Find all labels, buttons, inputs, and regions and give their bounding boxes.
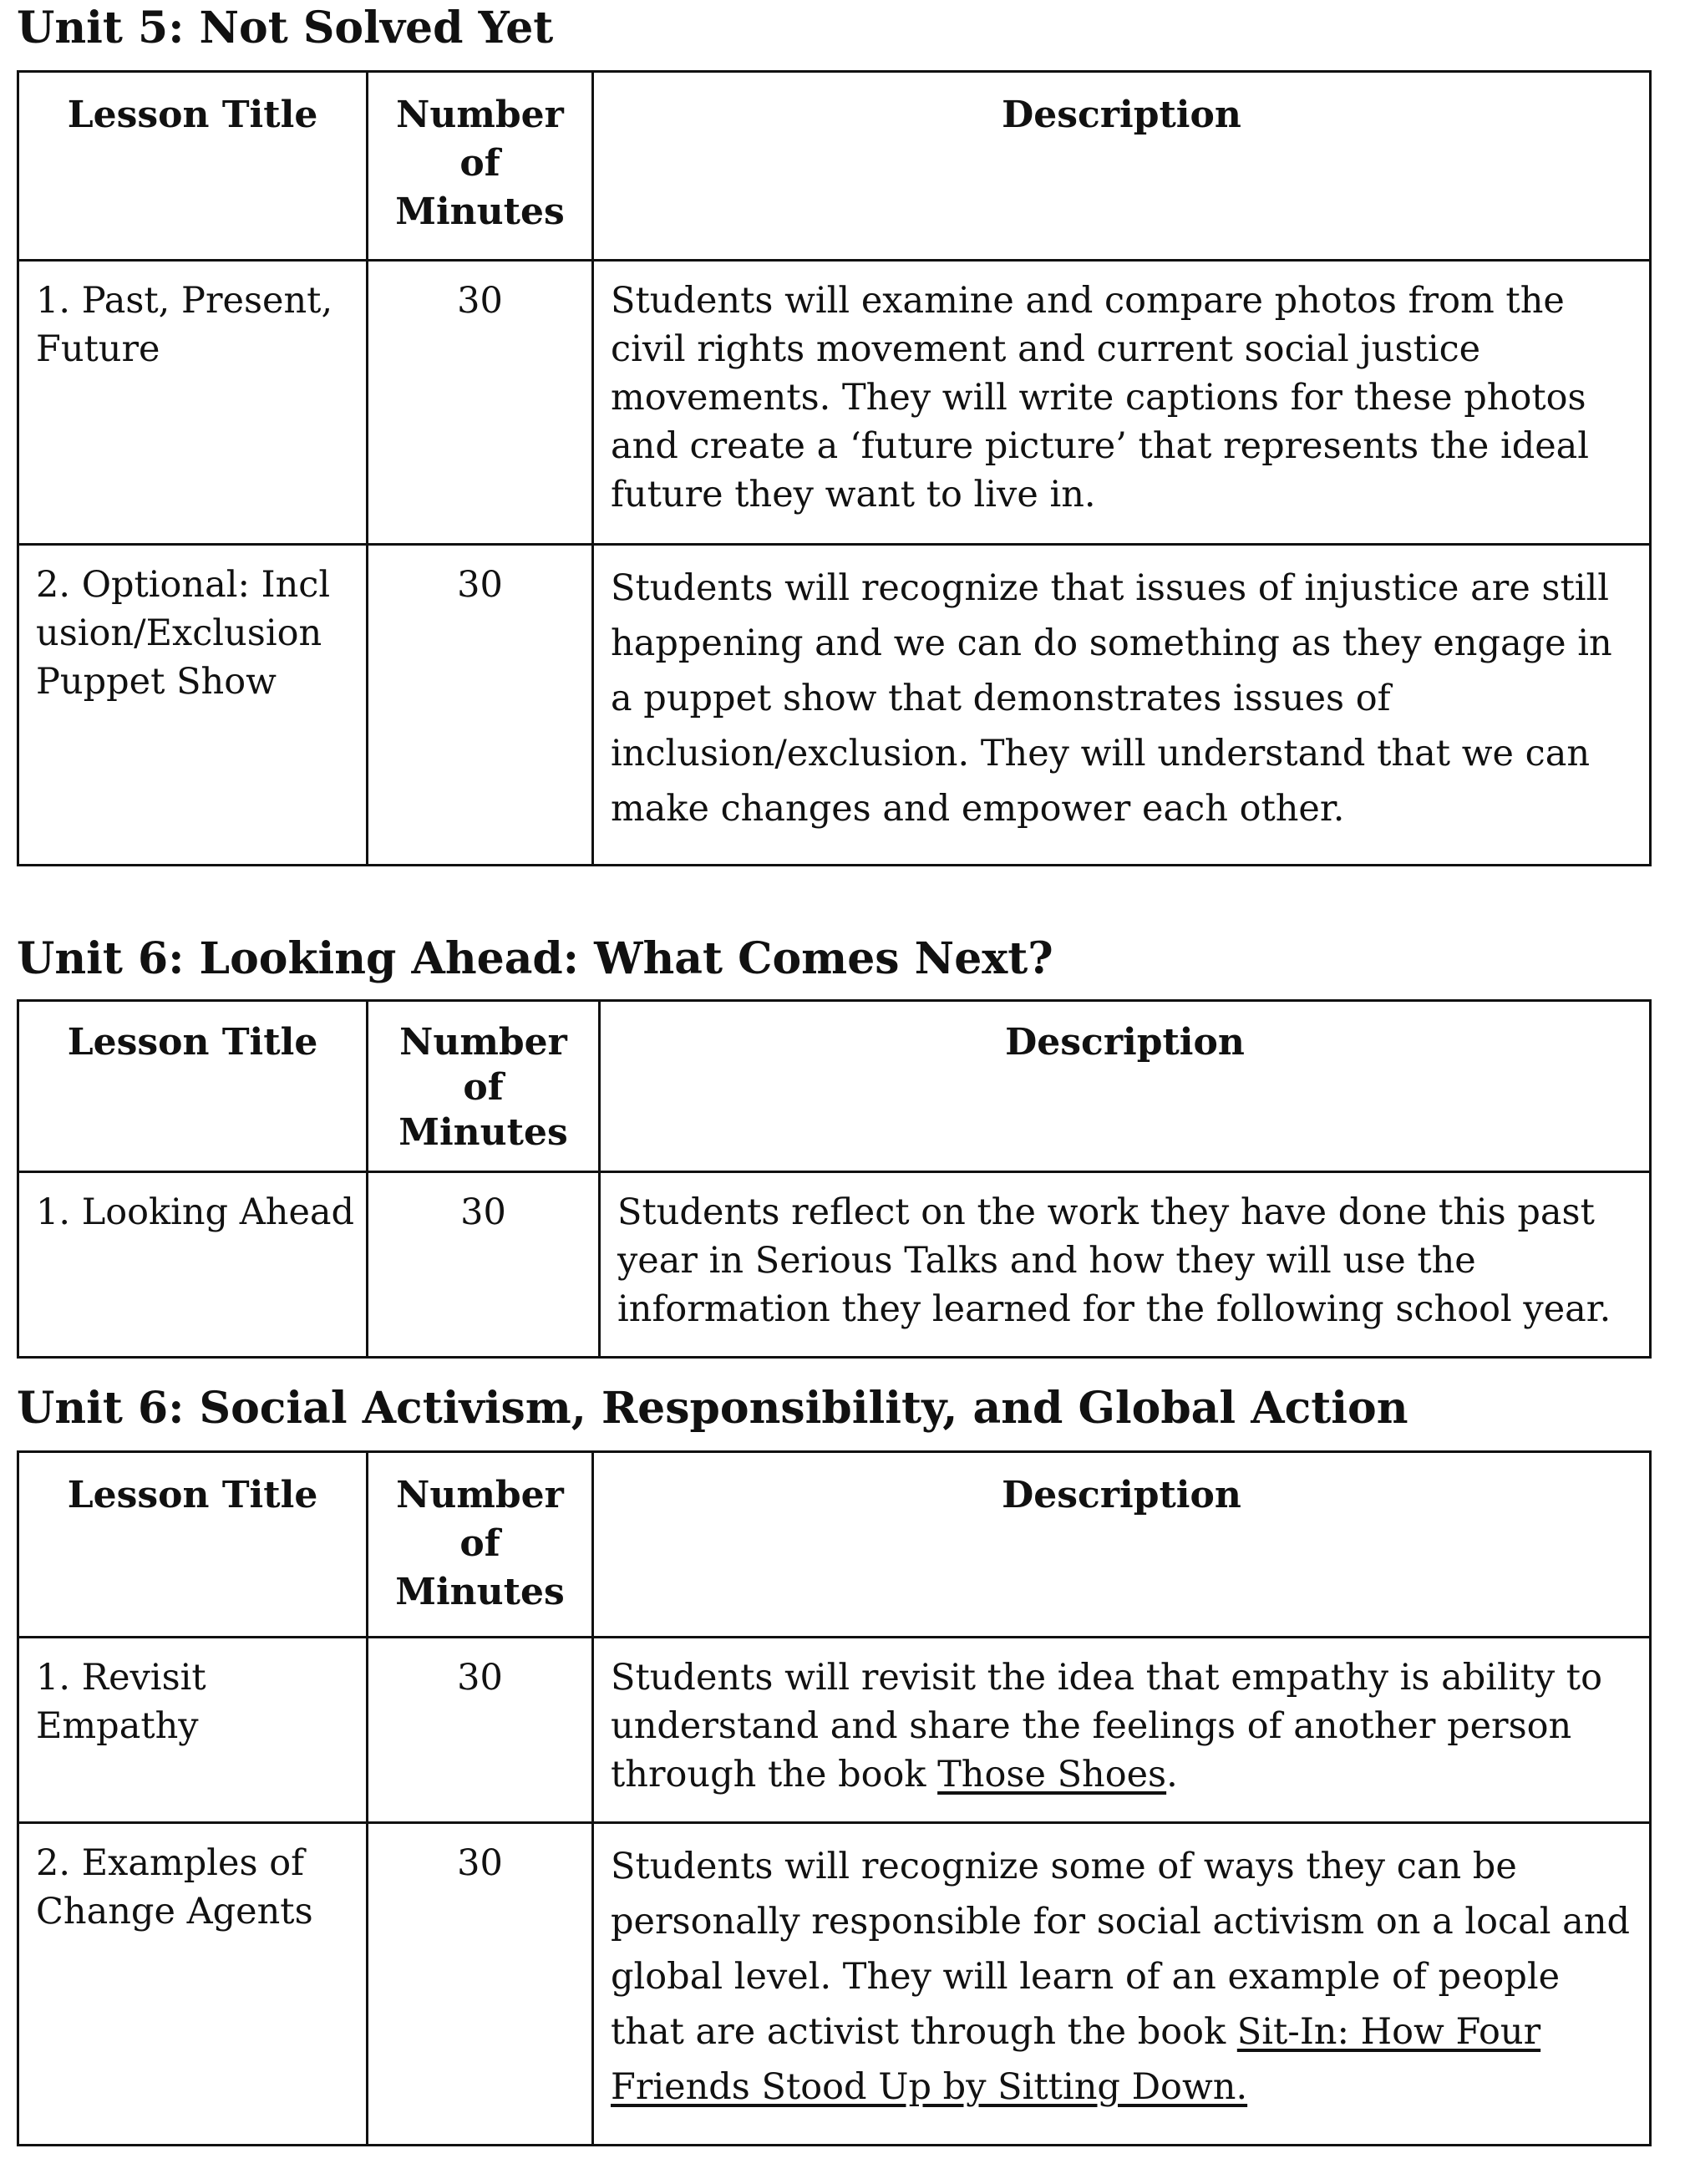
description-text-end: . [1166,1754,1178,1795]
minutes-cell: 30 [368,1172,600,1358]
table-row [18,545,1651,866]
header-lesson-title: Lesson Title [18,1452,368,1638]
minutes-cell: 30 [368,1823,593,2146]
header-lesson-title: Lesson Title [18,1001,368,1172]
unit-6-looking-ahead-title: Unit 6: Looking Ahead: What Comes Next? [17,933,1053,984]
header-description: Description [593,1452,1651,1638]
description-cell [593,1638,1651,1823]
unit-6-looking-ahead-table [17,999,1652,1359]
header-description: Description [593,72,1651,261]
header-lesson-title: Lesson Title [18,72,368,261]
unit-6-social-activism-table [17,1450,1652,2146]
table-row [18,1172,1651,1358]
description-text: Students will recognize some of ways they can be personally responsible for social activism on a local and global level. They will learn of an example of people that are activist through the book [611,1846,1631,2053]
header-number-of-minutes: Number of Minutes [368,1001,600,1172]
lesson-title-cell: 2. Examples of Change Agents [18,1823,368,2146]
table-row [18,1638,1651,1823]
table-header-row [18,1452,1651,1638]
table-header-row [18,1001,1651,1172]
lesson-title-cell: 1. Revisit Empathy [18,1638,368,1823]
description-cell: Students will examine and compare photos from the civil rights movement and current social justice movements. They will write captions for these photos and create a ‘future picture’ that represents the ideal future they want to live in. [593,261,1651,545]
description-cell: Students will recognize that issues of injustice are still happening and we can do something as they engage in a puppet show that demonstrates issues of inclusion/exclusion. They will understand that we can make changes and empower each other. [593,545,1651,866]
unit-5-table [17,70,1652,866]
table-row [18,1823,1651,2146]
unit-6-social-activism-title: Unit 6: Social Activism, Responsibility, and Global Action [17,1383,1408,1434]
minutes-cell: 30 [368,545,593,866]
book-title-sit-in: Sit-In: How Four Friends Stood Up by Sitting Down. [611,2011,1541,2108]
unit-5-title: Unit 5: Not Solved Yet [17,3,554,53]
lesson-title-cell: 1. Past, Present, Future [18,261,368,545]
book-title-those-shoes: Those Shoes [937,1754,1167,1795]
header-number-of-minutes: Number of Minutes [368,72,593,261]
header-number-of-minutes: Number of Minutes [368,1452,593,1638]
table-header-row [18,72,1651,261]
description-cell: Students reflect on the work they have done this past year in Serious Talks and how they will use the information they learned for the following school year. [600,1172,1651,1358]
description-cell [593,1823,1651,2146]
table-row [18,261,1651,545]
lesson-title-cell: 1. Looking Ahead [18,1172,368,1358]
lesson-title-cell: 2. Optional: Inclusion/Exclusion Puppet Show [18,545,368,866]
header-description: Description [600,1001,1651,1172]
minutes-cell: 30 [368,1638,593,1823]
minutes-cell: 30 [368,261,593,545]
description-text: Students will revisit the idea that empathy is ability to understand and share the feelings of another person through the book [611,1657,1602,1795]
